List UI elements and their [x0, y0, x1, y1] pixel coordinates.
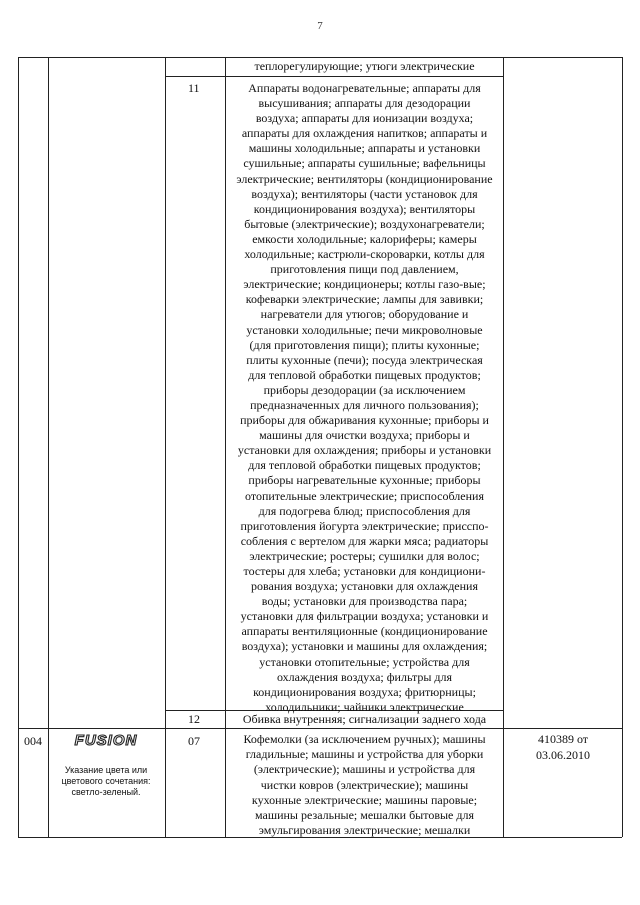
goods-cell	[227, 81, 502, 715]
goods-line: электрические; вентиляторы (кондиционирование	[236, 171, 493, 186]
goods-line: бытовые (электрические); воздухонагреватели;	[244, 216, 485, 231]
row-divider	[18, 728, 622, 729]
class-number: 07	[188, 734, 200, 748]
goods-line: (для приготовления пищи); плиты кухонные;	[249, 337, 480, 352]
goods-line: теплорегулирующие; утюги электрические	[254, 59, 475, 73]
goods-line: плиты кухонные (печи); посуда электрическая	[246, 352, 483, 367]
column-divider	[165, 57, 166, 837]
goods-line: сушильные; аппараты сушильные; вафельницы	[243, 156, 486, 171]
goods-line: для тепловой обработки пищевых продуктов;	[248, 367, 481, 382]
note-line: Указание цвета или	[64, 765, 148, 775]
goods-line: воздуха); вентиляторы (части установок для	[251, 186, 478, 201]
goods-line: установки для охлаждения; приборы и установки	[237, 443, 492, 458]
goods-line: отопительные электрические; приспособления	[245, 488, 484, 503]
goods-line: для подогрева блюд; приспособления для	[258, 503, 471, 518]
goods-line: Кофемолки (за исключением ручных); машины	[243, 732, 486, 746]
goods-line: емкости холодильные; калориферы; камеры	[252, 231, 477, 246]
note-line: цветового сочетания:	[61, 776, 151, 786]
goods-line: машины резальные; мешалки бытовые для	[255, 808, 474, 823]
class-number: 11	[188, 81, 200, 95]
goods-line: чистки ковров (электрические); машины	[260, 777, 469, 792]
goods-line: воздуха); установки и машины для охлаждения;	[241, 639, 488, 654]
goods-line: (электрические); машины и устройства для	[253, 762, 476, 777]
column-divider	[48, 57, 49, 837]
registration-line: 410389 от	[537, 732, 589, 746]
goods-line: для тепловой обработки пищевых продуктов;	[248, 458, 481, 473]
goods-line: кондиционирования воздуха); вентиляторы	[253, 201, 476, 216]
note-line: светло-зеленый.	[71, 787, 141, 797]
goods-line: Аппараты водонагревательные; аппараты для	[248, 81, 481, 95]
fusion-logo	[70, 731, 142, 749]
goods-line: кондиционирования воздуха; фритюрницы;	[253, 684, 476, 699]
goods-line: рования воздуха; установки для охлаждения	[250, 579, 478, 594]
goods-line: холодильники; чайники электрические	[265, 699, 464, 714]
goods-line: воздуха; аппараты для ионизации воздуха;	[255, 111, 474, 126]
goods-line: собления с вертелом для жарки мяса; радиаторы	[240, 533, 489, 548]
goods-cell	[228, 712, 501, 728]
column-divider	[18, 57, 19, 837]
goods-line: нагреватели для утюгов; оборудование и	[260, 307, 469, 322]
goods-cell	[228, 59, 501, 75]
goods-line: кухонные электрические; машины паровые;	[251, 792, 478, 807]
goods-line: приготовления пищи под давлением,	[270, 262, 459, 277]
entry-number: 004	[24, 734, 42, 748]
column-divider	[503, 57, 504, 837]
goods-line: эмульгирования электрические; мешалки	[258, 823, 471, 838]
row-divider	[165, 76, 503, 77]
goods-line: охлаждения воздуха; фильтры для	[276, 669, 453, 684]
goods-line: приборы дезодорации (за исключением	[263, 382, 466, 397]
goods-line: установки отопительные; устройства для	[259, 654, 470, 669]
goods-line: приготовления йогурта электрические; присспо-	[240, 518, 489, 533]
goods-line: аппараты вентиляционные (кондиционирование	[241, 624, 488, 639]
goods-line: аппараты для охлаждения напитков; аппараты и	[241, 126, 488, 141]
goods-line: электрические; кондиционеры; котлы газо-вые;	[243, 277, 486, 292]
goods-line: гладильные; машины и устройства для уборки	[245, 747, 484, 762]
page-number: 7	[317, 20, 323, 32]
goods-line: установки холодильные; печи микроволновые	[246, 322, 483, 337]
color-note	[53, 765, 159, 798]
goods-line: тостеры для хлеба; установки для кондициони-	[243, 564, 486, 578]
goods-line: Обивка внутренняя; сигнализации заднего хода	[242, 712, 487, 726]
goods-line: высушивания; аппараты для дезодорации	[258, 96, 471, 111]
column-divider	[622, 57, 623, 837]
goods-cell	[227, 732, 502, 838]
goods-line: холодильные; кастрюли-скороварки, котлы для	[244, 247, 485, 262]
class-number: 12	[188, 712, 200, 726]
goods-line: приборы нагревательные кухонные; приборы	[248, 473, 481, 488]
goods-line: воды; установки для производства пара;	[261, 594, 468, 609]
column-divider	[225, 57, 226, 837]
goods-line: электрические; ростеры; сушилки для волос;	[249, 548, 480, 563]
goods-line: приборы для обжаривания кухонные; приборы и	[240, 413, 489, 428]
table-top-border	[18, 57, 622, 58]
goods-line: предназначенных для личного пользования);	[250, 397, 479, 412]
logo-text: FUSION	[74, 732, 138, 749]
goods-line: кофеварки электрические; лампы для завивки;	[245, 292, 484, 307]
goods-line: машины холодильные; аппараты и установки	[248, 141, 481, 156]
goods-line: установки для фильтрации воздуха; установки и	[240, 609, 489, 624]
registration-line: 03.06.2010	[536, 747, 590, 762]
goods-line: машины для очистки воздуха; приборы и	[259, 428, 470, 443]
registration-cell	[505, 732, 621, 763]
